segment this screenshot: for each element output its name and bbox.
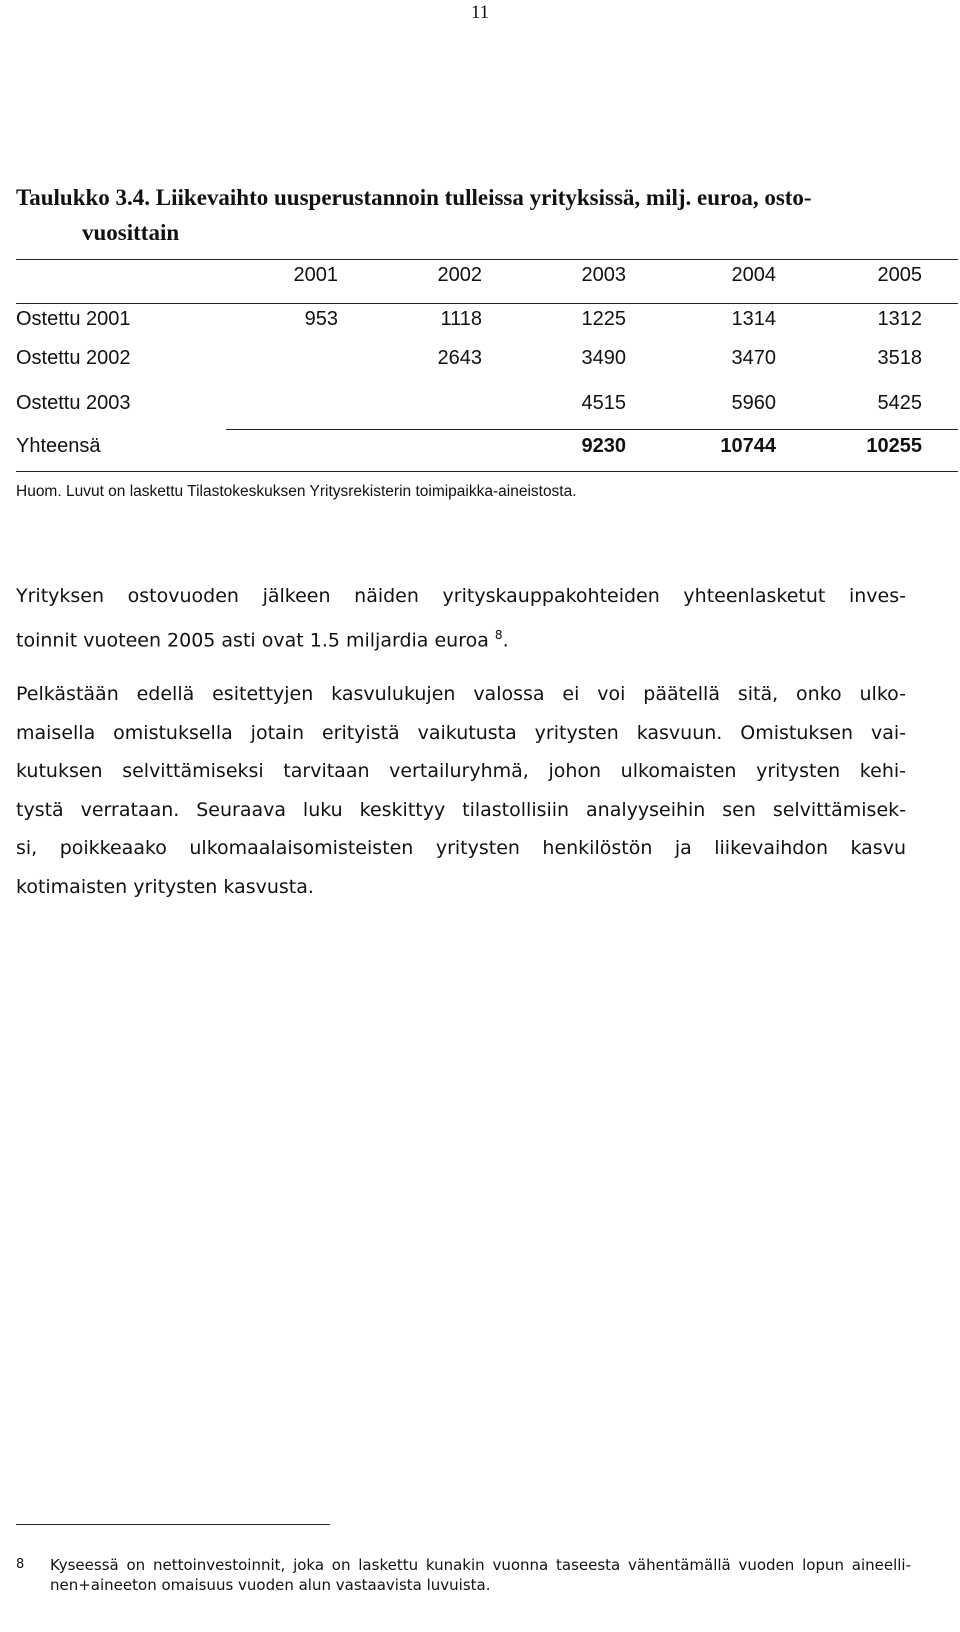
paragraph-line: maisella omistuksella jotain erityistä vaikutusta yritysten kasvuun. Omistuksen vai- xyxy=(16,721,906,744)
paragraph-investments xyxy=(16,577,906,659)
table-row xyxy=(16,308,958,348)
paragraph-line xyxy=(16,616,906,660)
footnote-text xyxy=(50,1555,911,1595)
table-cell: 3518 xyxy=(877,347,922,369)
table-caption xyxy=(16,180,946,250)
table-row xyxy=(16,392,958,432)
footnote xyxy=(16,1555,911,1595)
total-rule xyxy=(226,429,958,430)
footnote-reference: 8 xyxy=(494,627,503,642)
page-number: 11 xyxy=(470,2,490,23)
table-cell: 5960 xyxy=(731,392,776,414)
table-cell: 1312 xyxy=(877,308,922,330)
paragraph-line: tystä verrataan. Seuraava luku keskittyy tilastollisiin analyyseihin sen selvittämisek- xyxy=(16,798,906,821)
total-cell: 10255 xyxy=(866,435,922,457)
paragraph-text: toinnit vuoteen 2005 asti ovat 1.5 miljardia euroa xyxy=(16,628,489,651)
paragraph-line: kotimaisten yritysten kasvusta. xyxy=(16,875,314,898)
table-cell: 1225 xyxy=(581,308,626,330)
table-cell: 5425 xyxy=(877,392,922,414)
footnote-line: nen+aineeton omaisuus vuoden alun vastaavista luvuista. xyxy=(50,1576,491,1594)
table-note: Huom. Luvut on laskettu Tilastokeskuksen Yritysrekisterin toimipaikka-aineistosta. xyxy=(16,483,577,500)
table-cell: 3470 xyxy=(731,347,776,369)
paragraph-line: Pelkästään edellä esitettyjen kasvulukujen valossa ei voi päätellä sitä, onko ulko- xyxy=(16,683,906,705)
total-row xyxy=(16,435,958,475)
table-header-row xyxy=(16,264,958,304)
paragraph-line: kutuksen selvittämiseksi tarvitaan vertailuryhmä, johon ulkomaisten yritysten kehi- xyxy=(16,760,906,782)
footnote-mark: 8 xyxy=(16,1557,25,1572)
row-label: Ostettu 2002 xyxy=(16,347,131,369)
footnote-separator xyxy=(16,1524,330,1525)
table-cell: 3490 xyxy=(581,347,626,369)
column-header: 2001 xyxy=(293,264,338,286)
footnote-line: Kyseessä on nettoinvestoinnit, joka on laskettu kunakin vuonna taseesta vähentämällä vuoden lopun aineelli- xyxy=(50,1556,911,1574)
total-cell: 9230 xyxy=(581,435,626,457)
row-label: Ostettu 2003 xyxy=(16,392,131,414)
table-cell: 1118 xyxy=(440,308,482,330)
column-header: 2004 xyxy=(731,264,776,286)
table-row xyxy=(16,347,958,387)
table-bottom-rule xyxy=(16,471,958,472)
row-label: Ostettu 2001 xyxy=(16,308,131,330)
header-rule xyxy=(16,303,958,304)
paragraph-period: . xyxy=(502,628,509,651)
column-header: 2005 xyxy=(877,264,922,286)
paragraph-analysis xyxy=(16,675,906,906)
table-top-rule xyxy=(16,259,958,260)
column-header: 2002 xyxy=(437,264,482,286)
total-label: Yhteensä xyxy=(16,435,101,457)
caption-line-2: vuosittain xyxy=(82,220,180,245)
caption-line-1: Taulukko 3.4. Liikevaihto uusperustannoin tulleissa yrityksissä, milj. euroa, osto- xyxy=(16,185,812,210)
table-cell: 1314 xyxy=(731,308,776,330)
paragraph-line: si, poikkeaako ulkomaalaisomisteisten yritysten henkilöstön ja liikevaihdon kasvu xyxy=(16,837,906,859)
table-cell: 4515 xyxy=(581,392,626,414)
total-cell: 10744 xyxy=(720,435,776,457)
paragraph-line: Yrityksen ostovuoden jälkeen näiden yrityskauppakohteiden yhteenlasketut inves- xyxy=(16,585,906,607)
table-cell: 953 xyxy=(304,308,338,330)
column-header: 2003 xyxy=(581,264,626,286)
table-cell: 2643 xyxy=(437,347,482,369)
